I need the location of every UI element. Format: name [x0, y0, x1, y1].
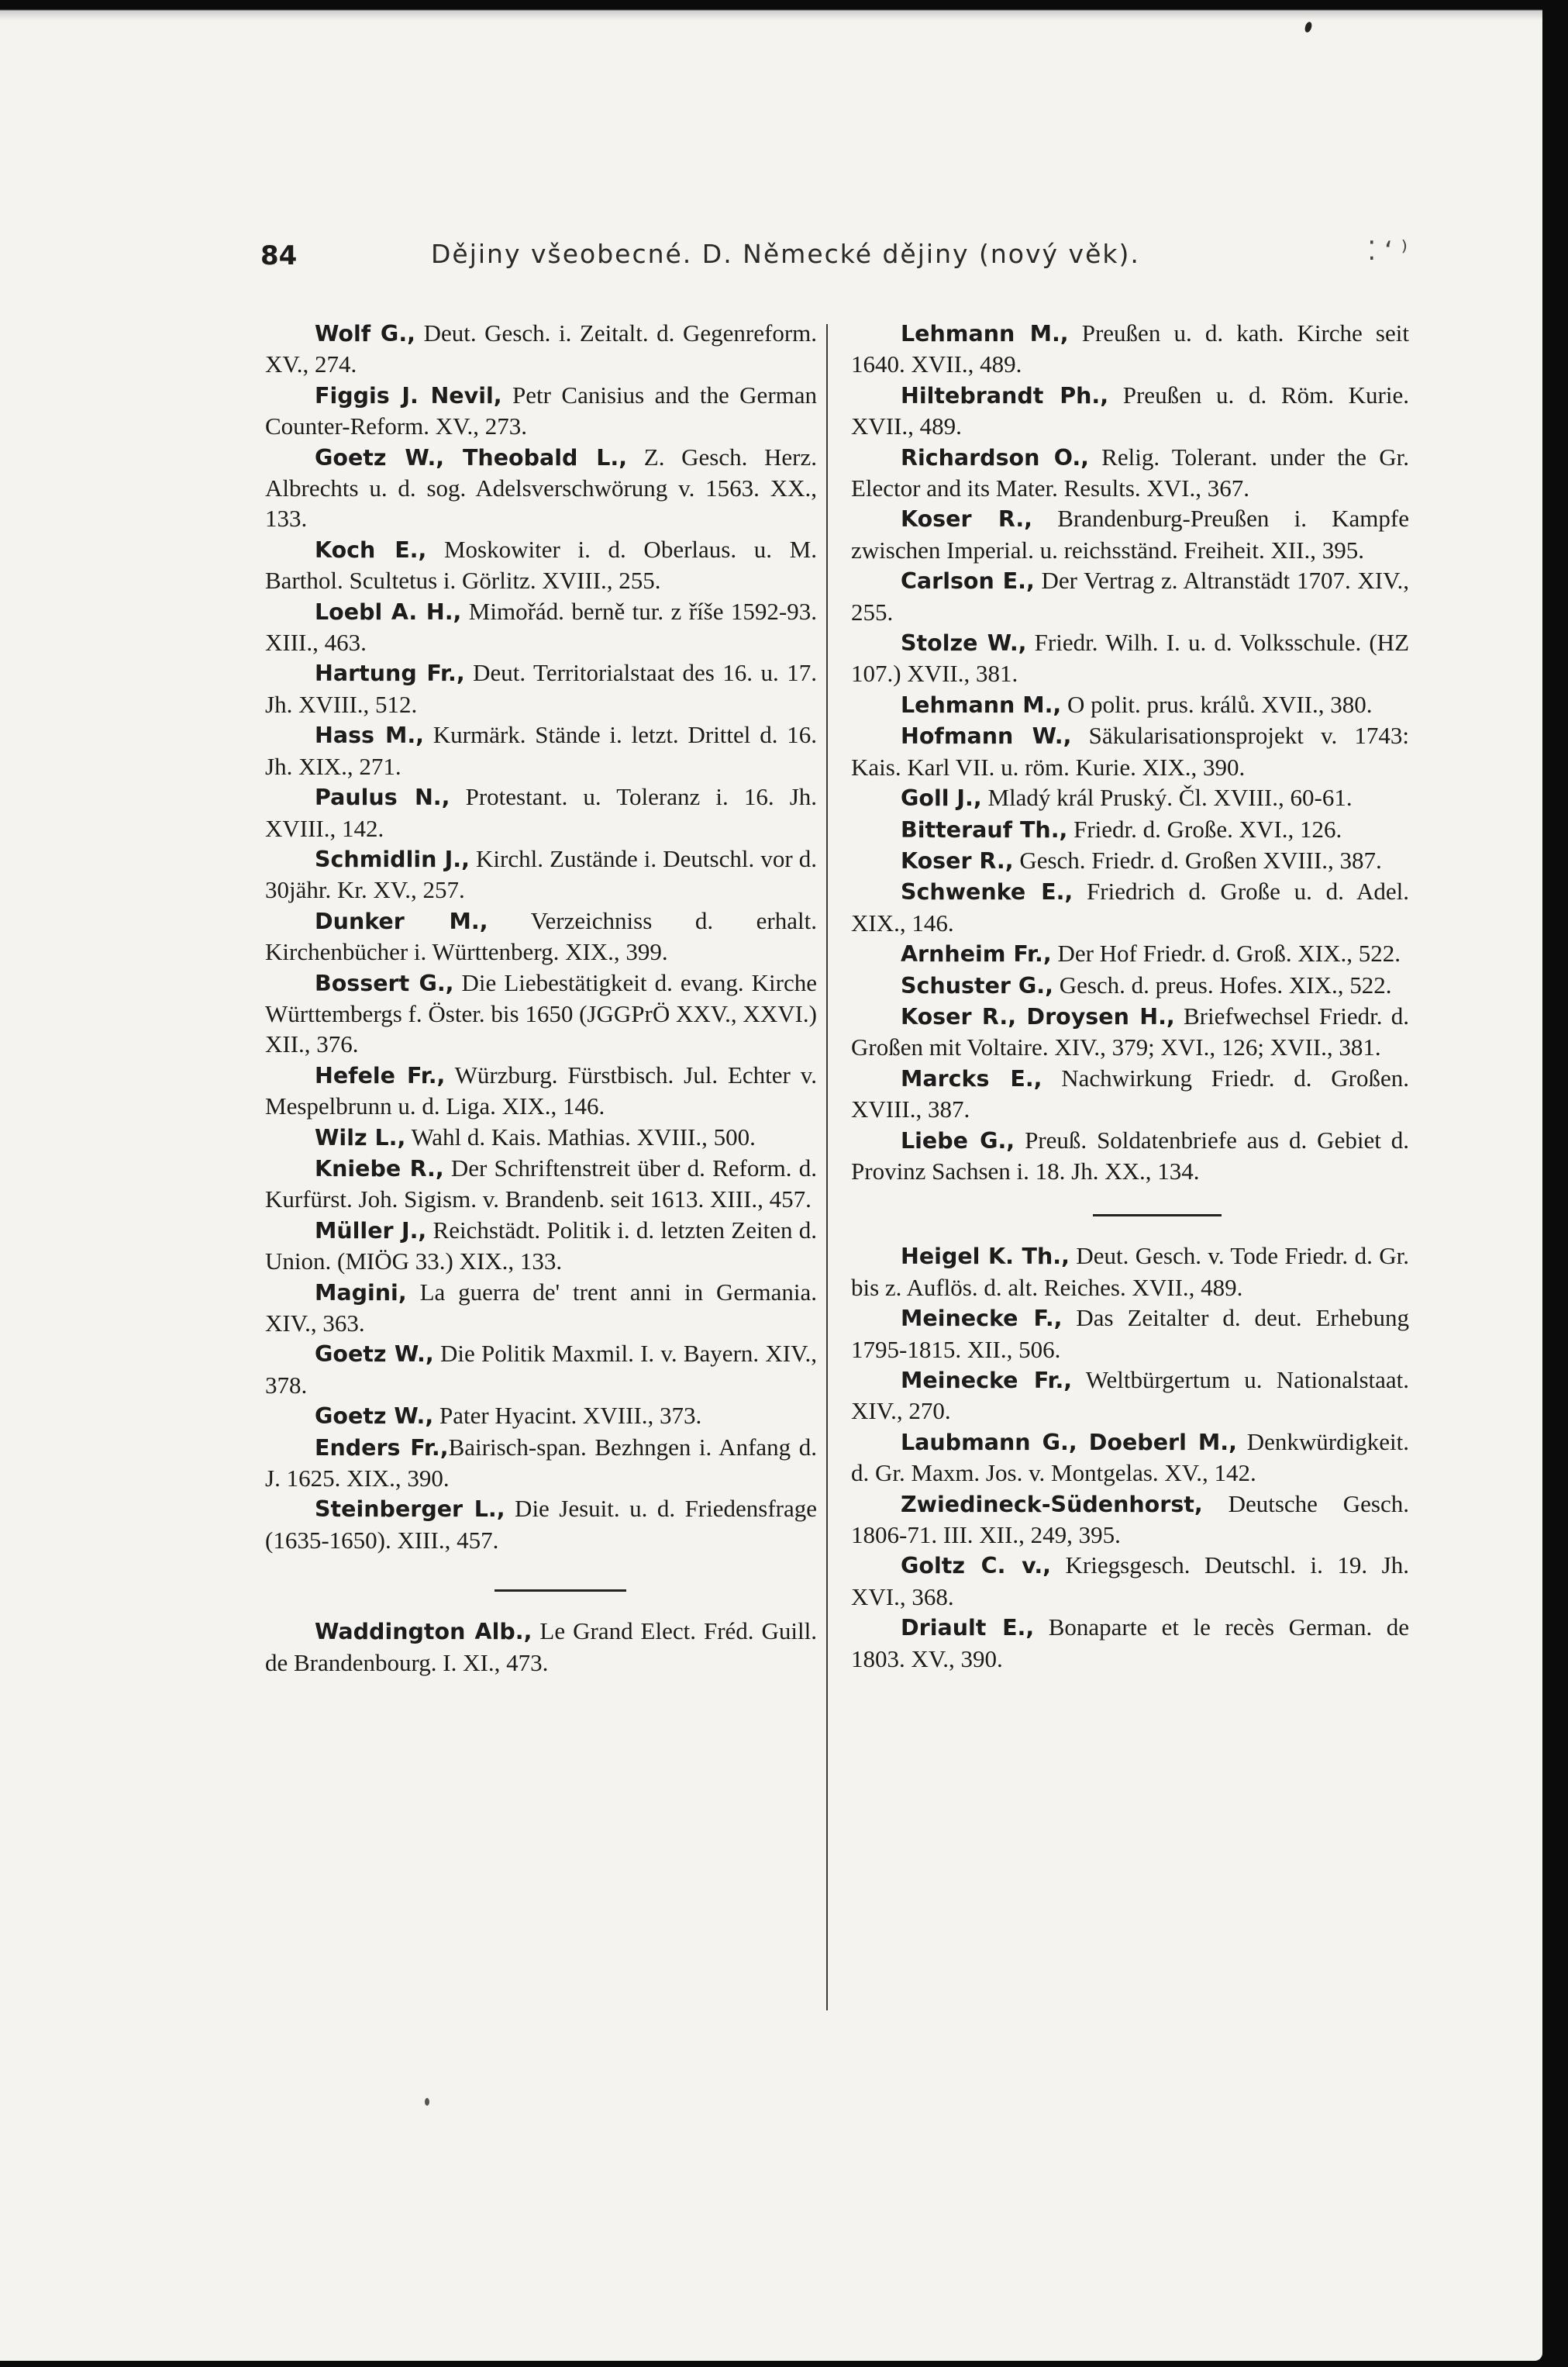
- ink-speck: [425, 2098, 429, 2106]
- entry-text: Gesch. Friedr. d. Großen XVIII., 387.: [1013, 846, 1382, 874]
- bibliography-entry: [851, 1001, 1409, 1063]
- bibliography-entry: [851, 689, 1409, 720]
- entry-author: Koser R., Droysen H.,: [901, 1003, 1175, 1030]
- entry-author: Richardson O.,: [901, 444, 1090, 471]
- entry-author: Koser R.,: [901, 506, 1033, 533]
- entry-author: Hofmann W.,: [901, 723, 1072, 750]
- entry-author: Carlson E.,: [901, 568, 1035, 595]
- bibliography-entry: [265, 1215, 817, 1277]
- running-title: Dějiny všeobecné. D. Německé dějiny (nový věk).: [431, 239, 1140, 269]
- entry-text: Verzeichniss d. erhalt. Kirchenbücher i. Württenberg. XIX., 399.: [265, 906, 817, 966]
- entry-author: Liebe G.,: [901, 1127, 1015, 1154]
- entry-author: Bitterauf Th.,: [901, 816, 1068, 843]
- entry-author: Stolze W.,: [901, 630, 1027, 657]
- bibliography-entry: [851, 1612, 1409, 1674]
- entry-text: Bairisch-span. Bezhngen i. Anfang d. J. 1625. XIX., 390.: [265, 1433, 817, 1492]
- entry-text: Preußen u. d. Röm. Kurie. XVII., 489.: [851, 381, 1409, 440]
- left-column: [265, 318, 817, 1678]
- entry-author: Hass M.,: [315, 723, 424, 749]
- entry-text: Friedrich d. Große u. d. Adel. XIX., 146.: [851, 878, 1409, 937]
- bibliography-entry: [851, 503, 1409, 565]
- entry-author: Koch E.,: [315, 537, 427, 563]
- entry-author: Steinberger L.,: [315, 1496, 505, 1523]
- entry-text: Der Vertrag z. Altranstädt 1707. XIV., 255.: [851, 567, 1409, 626]
- bibliography-entry: [265, 844, 817, 906]
- entry-text: Reichstädt. Politik i. d. letzten Zeiten d. Union. (MIÖG 33.) XIX., 133.: [265, 1216, 817, 1275]
- page-number: 84: [260, 240, 298, 271]
- entry-author: Hiltebrandt Ph.,: [901, 382, 1109, 409]
- bibliography-entry: [851, 845, 1409, 876]
- bibliography-entry: [265, 719, 817, 782]
- entry-text: O polit. prus. králů. XVII., 380.: [1061, 690, 1373, 718]
- bibliography-entry: [265, 1338, 817, 1400]
- left-entries: [265, 318, 817, 1555]
- entry-text: Das Zeitalter d. deut. Erhebung 1795-1815. XII., 506.: [851, 1304, 1409, 1363]
- entry-text: Deut. Territorialstaat des 16. u. 17. Jh. XVIII., 512.: [265, 659, 817, 718]
- bibliography-entry: [265, 1432, 817, 1494]
- right-entries: [851, 318, 1409, 1186]
- entry-author: Paulus N.,: [315, 785, 450, 811]
- entry-author: Meinecke F.,: [901, 1306, 1063, 1332]
- bibliography-entry: [851, 720, 1409, 782]
- bibliography-entry: [265, 596, 817, 658]
- entry-author: Wolf G.,: [315, 321, 415, 347]
- bibliography-entry: [265, 1400, 817, 1431]
- entry-author: Hartung Fr.,: [315, 661, 465, 687]
- bibliography-entry: [851, 938, 1409, 969]
- bibliography-entry: [265, 442, 817, 534]
- bibliography-entry: [851, 876, 1409, 938]
- entry-author: Schmidlin J.,: [315, 846, 470, 872]
- bibliography-entry: [851, 782, 1409, 813]
- entry-text: Brandenburg-Preußen i. Kampfe zwischen Imperial. u. reichsständ. Freiheit. XII., 395.: [851, 505, 1409, 564]
- entry-text: Kriegsgesch. Deutschl. i. 19. Jh. XVI., 368.: [851, 1551, 1410, 1610]
- bibliography-entry: [851, 1365, 1409, 1427]
- entry-text: Preuß. Soldatenbriefe aus d. Gebiet d. Provinz Sachsen i. 18. Jh. XX., 134.: [851, 1126, 1409, 1185]
- entry-author: Schwenke E.,: [901, 879, 1073, 906]
- entry-author: Kniebe R.,: [315, 1155, 444, 1182]
- entry-author: Driault E.,: [901, 1615, 1035, 1641]
- bibliography-entry: [851, 1125, 1409, 1187]
- entry-text: Z. Gesch. Herz. Albrechts u. d. sog. Adelsverschwörung v. 1563. XX., 133.: [265, 443, 817, 533]
- entry-text: Säkularisationsprojekt v. 1743: Kais. Karl VII. u. röm. Kurie. XIX., 390.: [851, 722, 1409, 781]
- entry-text: Deutsche Gesch. 1806-71. III. XII., 249, 395.: [851, 1489, 1409, 1549]
- bibliography-entry: [851, 970, 1409, 1001]
- entry-text: Denkwürdigkeit. d. Gr. Maxm. Jos. v. Montgelas. XV., 142.: [851, 1427, 1409, 1487]
- entry-author: Koser R.,: [901, 847, 1014, 874]
- bibliography-entry: [851, 1427, 1409, 1489]
- bibliography-entry: [265, 906, 817, 968]
- bibliography-entry: [265, 318, 817, 380]
- bibliography-entry: [851, 442, 1409, 504]
- bibliography-entry: [265, 1060, 817, 1122]
- header-mark: ⁚ ‘ ⁾: [1367, 236, 1408, 267]
- ink-speck: [1304, 21, 1313, 33]
- entry-text: La guerra de' trent anni in Germania. XIV., 363.: [265, 1278, 817, 1337]
- entry-author: Magini,: [315, 1279, 407, 1306]
- entry-text: Pater Hyacint. XVIII., 373.: [433, 1402, 702, 1430]
- entry-text: Kirchl. Zustände i. Deutschl. vor d. 30jähr. Kr. XV., 257.: [265, 844, 817, 904]
- entry-text: Mladý král Pruský. Čl. XVIII., 60-61.: [981, 784, 1353, 812]
- entry-text: Die Jesuit. u. d. Friedensfrage (1635-1650). XIII., 457.: [265, 1495, 817, 1554]
- bibliography-entry: [851, 814, 1409, 845]
- entry-author: Goll J.,: [901, 785, 982, 812]
- entry-text: Relig. Tolerant. under the Gr. Elector and its Mater. Results. XVI., 367.: [851, 443, 1409, 502]
- bibliography-entry: [851, 627, 1409, 689]
- entry-text: Der Schriftenstreit über d. Reform. d. Kurfürst. Joh. Sigism. v. Brandenb. seit 1613. XIII., 457.: [265, 1154, 817, 1213]
- bibliography-entry: [265, 1493, 817, 1555]
- entry-author: Marcks E.,: [901, 1065, 1042, 1092]
- bibliography-entry: [851, 380, 1409, 442]
- column-divider: [826, 324, 828, 2010]
- entry-author: Enders Fr.,: [315, 1434, 449, 1461]
- bibliography-entry: [265, 1616, 817, 1678]
- bibliography-entry: [851, 1063, 1409, 1125]
- entry-author: Goltz C. v.,: [901, 1553, 1052, 1579]
- entry-text: Die Politik Maxmil. I. v. Bayern. XIV., 378.: [265, 1340, 817, 1399]
- entry-text: Weltbürgertum u. Nationalstaat. XIV., 270.: [851, 1366, 1410, 1425]
- entry-text: Deut. Gesch. v. Tode Friedr. d. Gr. bis z. Auflös. d. alt. Reiches. XVII., 489.: [851, 1242, 1409, 1301]
- bibliography-entry: [851, 1240, 1409, 1303]
- entry-text: Gesch. d. preus. Hofes. XIX., 522.: [1053, 971, 1392, 999]
- entry-text: Le Grand Elect. Fréd. Guill. de Brandenbourg. I. XI., 473.: [265, 1617, 817, 1676]
- entry-text: Wahl d. Kais. Mathias. XVIII., 500.: [405, 1123, 756, 1151]
- entry-text: Bonaparte et le recès German. de 1803. XV., 390.: [851, 1613, 1409, 1672]
- entry-text: Protestant. u. Toleranz i. 16. Jh. XVIII., 142.: [265, 783, 818, 842]
- bibliography-entry: [851, 1550, 1409, 1612]
- entry-author: Wilz L.,: [315, 1124, 406, 1151]
- entry-author: Goetz W., Theobald L.,: [315, 444, 628, 471]
- bibliography-entry: [851, 318, 1409, 380]
- entry-author: Lehmann M.,: [901, 692, 1062, 718]
- entry-text: Kurmärk. Stände i. letzt. Drittel d. 16. Jh. XIX., 271.: [265, 721, 817, 780]
- entry-text: Friedr. d. Große. XVI., 126.: [1067, 815, 1342, 843]
- bibliography-entry: [265, 1153, 817, 1215]
- page-header: [260, 233, 1408, 279]
- bibliography-entry: [265, 657, 817, 719]
- bibliography-entry: [265, 782, 817, 844]
- entry-author: Goetz W.,: [315, 1341, 434, 1368]
- section-rule: [265, 1555, 817, 1616]
- entry-author: Heigel K. Th.,: [901, 1244, 1070, 1270]
- entry-text: Moskowiter i. d. Oberlaus. u. M. Barthol. Scultetus i. Görlitz. XVIII., 255.: [265, 535, 817, 595]
- entry-text: Die Liebestätigkeit d. evang. Kirche Württembergs f. Öster. bis 1650 (JGGPrÖ XXV., XXVI.) XII., 376.: [265, 968, 817, 1058]
- bibliography-entry: [265, 380, 817, 442]
- entry-author: Loebl A. H.,: [315, 599, 462, 625]
- entry-text: Deut. Gesch. i. Zeitalt. d. Gegenreform. XV., 274.: [265, 319, 818, 378]
- right-column: [851, 318, 1409, 1674]
- entry-author: Bossert G.,: [315, 970, 454, 996]
- entry-author: Dunker M.,: [315, 908, 488, 934]
- bibliography-entry: [851, 1303, 1409, 1365]
- entry-author: Meinecke Fr.,: [901, 1368, 1073, 1393]
- right-entries-after-rule: [851, 1240, 1409, 1674]
- bibliography-entry: [851, 565, 1409, 627]
- bibliography-entry: [851, 1489, 1409, 1551]
- entry-author: Zwiedineck-Südenhorst,: [901, 1491, 1203, 1517]
- entry-author: Lehmann M.,: [901, 321, 1069, 347]
- entry-text: Der Hof Friedr. d. Groß. XIX., 522.: [1051, 940, 1401, 968]
- bibliography-entry: [265, 534, 817, 596]
- entry-author: Müller J.,: [315, 1217, 427, 1244]
- entry-author: Waddington Alb.,: [315, 1619, 532, 1645]
- entry-text: Würzburg. Fürstbisch. Jul. Echter v. Mespelbrunn u. d. Liga. XIX., 146.: [265, 1061, 817, 1120]
- entry-text: Mimořád. berně tur. z říše 1592-93. XIII., 463.: [265, 597, 817, 657]
- entry-text: Friedr. Wilh. I. u. d. Volksschule. (HZ 107.) XVII., 381.: [851, 629, 1410, 688]
- entry-author: Hefele Fr.,: [315, 1062, 446, 1089]
- entry-text: Briefwechsel Friedr. d. Großen mit Voltaire. XIV., 379; XVI., 126; XVII., 381.: [851, 1002, 1409, 1061]
- entry-text: Preußen u. d. kath. Kirche seit 1640. XVII., 489.: [851, 319, 1409, 378]
- entry-author: Arnheim Fr.,: [901, 941, 1052, 968]
- bibliography-entry: [265, 1122, 817, 1153]
- bibliography-entry: [265, 1277, 817, 1339]
- entry-author: Laubmann G., Doeberl M.,: [901, 1429, 1237, 1455]
- entry-author: Schuster G.,: [901, 972, 1053, 999]
- entry-author: Figgis J. Nevil,: [315, 382, 502, 409]
- left-entries-after-rule: [265, 1616, 817, 1678]
- entry-text: Nachwirkung Friedr. d. Großen. XVIII., 387.: [851, 1064, 1410, 1123]
- entry-text: Petr Canisius and the German Counter-Reform. XV., 273.: [265, 381, 818, 440]
- entry-author: Goetz W.,: [315, 1403, 434, 1430]
- bibliography-entry: [265, 968, 817, 1060]
- section-rule: [851, 1186, 1409, 1240]
